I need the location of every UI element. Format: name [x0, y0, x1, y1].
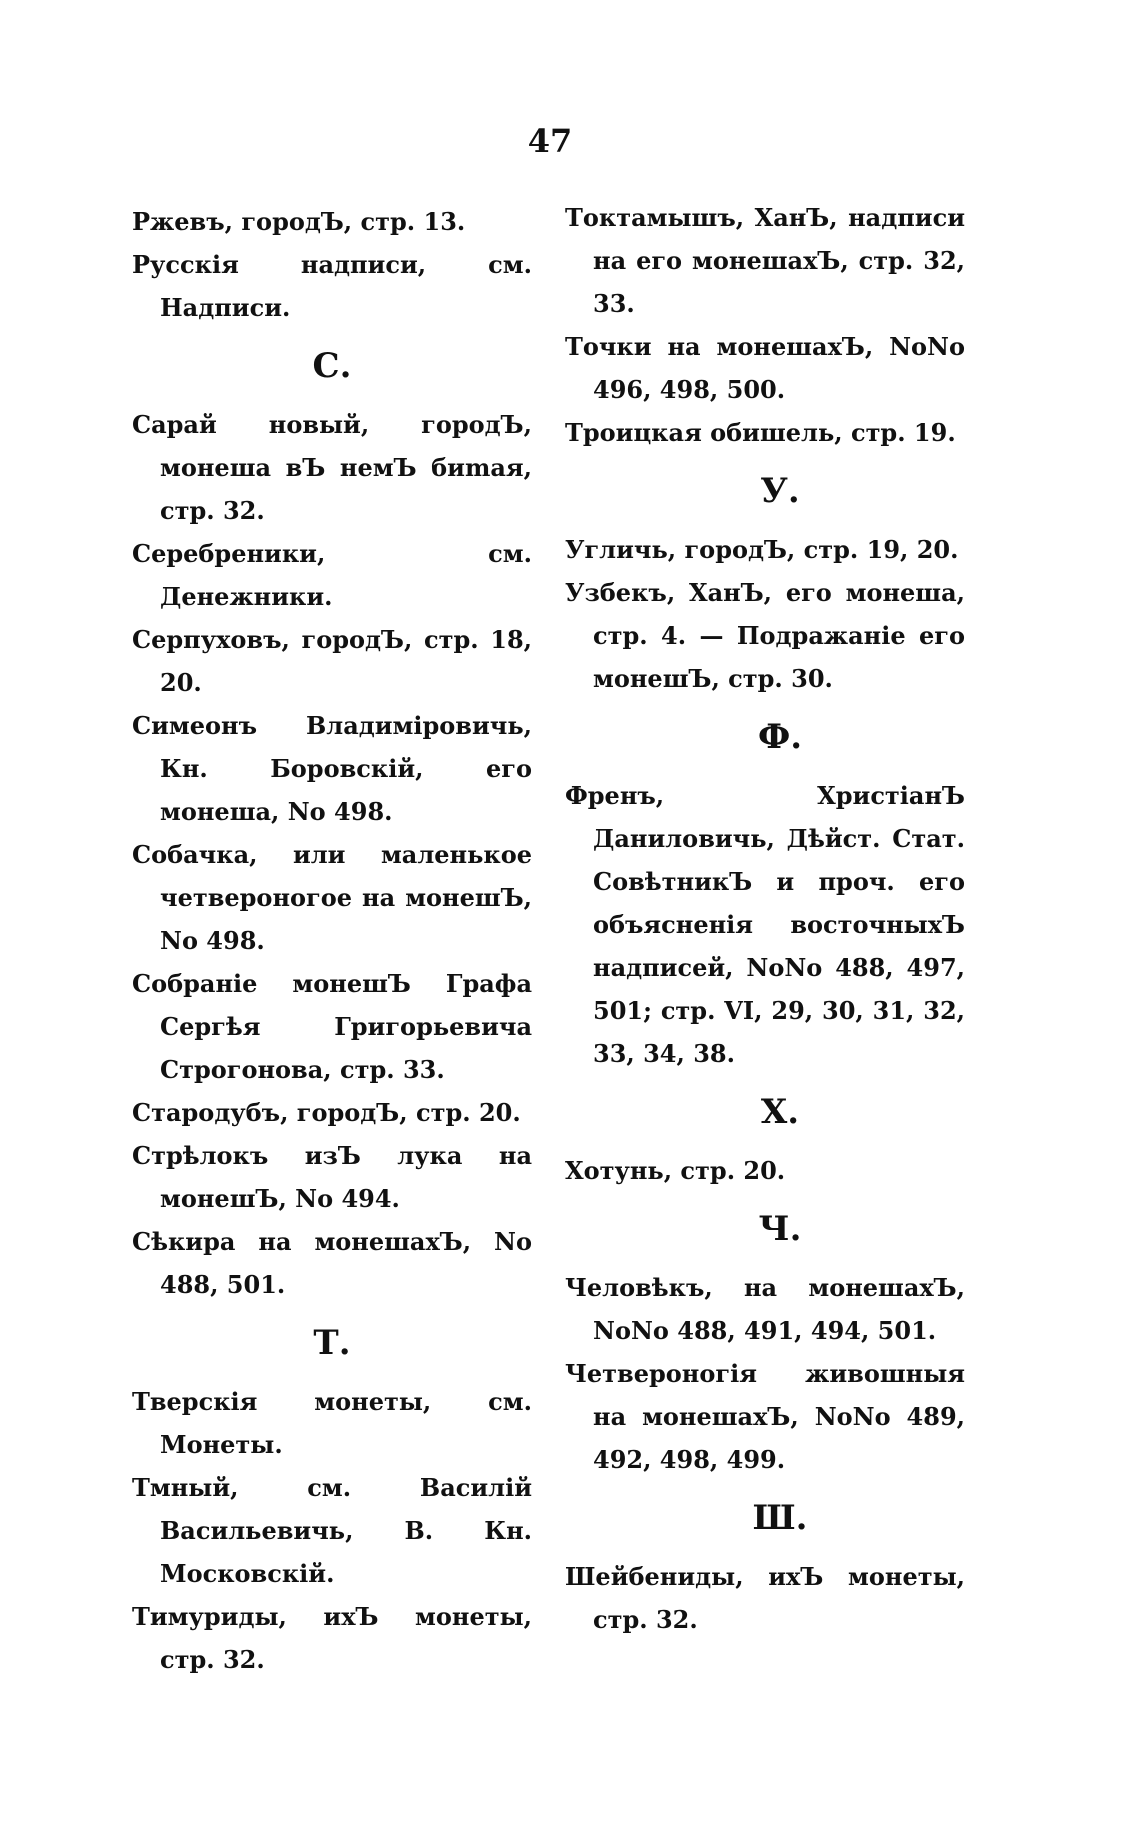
- index-entry: Токтамышъ, ХанЪ, надписи на его монешахЪ, стр. 32, 33.: [565, 203, 965, 318]
- index-entry: Хотунь, стр. 20.: [565, 1156, 786, 1185]
- index-entry: Собачка, или маленькое четвероногое на монешЪ, No 498.: [132, 840, 532, 955]
- index-entry: Угличь, городЪ, стр. 19, 20.: [565, 535, 959, 564]
- index-entry: Шейбениды, ихЪ монеты, стр. 32.: [565, 1562, 965, 1634]
- page-number: 47: [527, 122, 573, 160]
- index-column-left: [132, 200, 532, 1681]
- index-entry: Тмный, см. Василій Васильевичь, В. Кн. Московскій.: [132, 1473, 532, 1588]
- index-entry: Узбекъ, ХанЪ, его монеша, стр. 4. — Подражаніе его монешЪ, стр. 30.: [565, 578, 965, 693]
- index-column-right: [565, 196, 965, 1641]
- index-entry: Серпуховъ, городЪ, стр. 18, 20.: [132, 625, 532, 697]
- index-entry: Собраніе монешЪ Графа Сергѣя Григорьевича Строгонова, стр. 33.: [132, 969, 532, 1084]
- section-letter-sh: Ш.: [752, 1498, 808, 1538]
- index-entry: Сарай новый, городЪ, монеша вЪ немЪ биmая, стр. 32.: [132, 410, 532, 525]
- section-letter-t: Т.: [313, 1323, 351, 1363]
- index-entry: Четвероногія живошныя на монешахЪ, NoNo 489, 492, 498, 499.: [565, 1359, 965, 1474]
- index-entry: Френъ, ХристіанЪ Даниловичь, Дѣйст. Стат. СовѣтникЪ и проч. его объясненія восточныхЪ надписей, NoNo 488, 497, 501; стр. VI, 29, 30, 31, 32, 33, 34, 38.: [565, 781, 965, 1068]
- index-entry: Серебреники, см. Денежники.: [132, 539, 532, 611]
- index-entry: Точки на монешахЪ, NoNo 496, 498, 500.: [565, 332, 965, 404]
- index-entry: Стрѣлокъ изЪ лука на монешЪ, No 494.: [132, 1141, 532, 1213]
- section-letter-ch: Ч.: [758, 1209, 802, 1249]
- index-entry: Ржевъ, городЪ, стр. 13.: [132, 207, 466, 236]
- index-entry: Тверскія монеты, см. Монеты.: [132, 1387, 532, 1459]
- section-letter-f: Ф.: [757, 717, 803, 757]
- index-entry: Сѣкира на монешахЪ, No 488, 501.: [132, 1227, 532, 1299]
- index-entry: Симеонъ Владиміровичь, Кн. Боровскій, его монеша, No 498.: [132, 711, 532, 826]
- index-entry: Троицкая обишель, стр. 19.: [565, 418, 956, 447]
- index-entry: Тимуриды, ихЪ монеты, стр. 32.: [132, 1602, 532, 1674]
- section-letter-u: У.: [760, 471, 800, 511]
- index-entry: Русскія надписи, см. Надписи.: [132, 250, 532, 322]
- index-entry: Стародубъ, городЪ, стр. 20.: [132, 1098, 521, 1127]
- section-letter-h: Х.: [760, 1092, 800, 1132]
- index-entry: Человѣкъ, на монешахЪ, NoNo 488, 491, 494, 501.: [565, 1273, 965, 1345]
- section-letter-s: С.: [312, 346, 352, 386]
